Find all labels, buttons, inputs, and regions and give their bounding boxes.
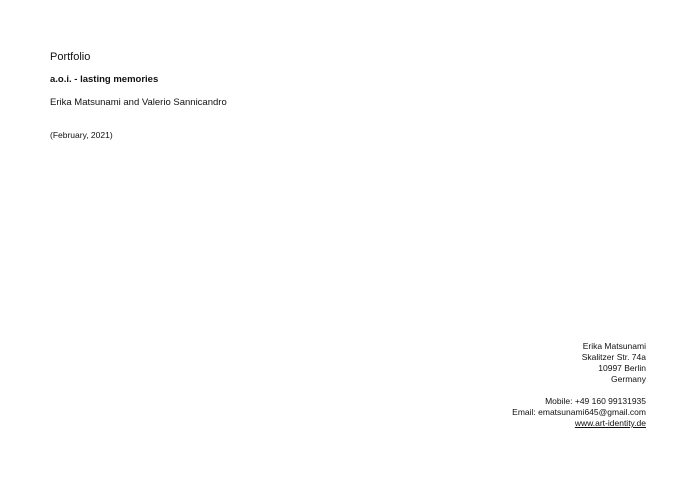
contact-city: 10997 Berlin — [598, 363, 646, 373]
contact-block — [512, 341, 646, 429]
document-title: a.o.i. - lasting memories — [50, 74, 159, 85]
contact-email: Email: ematsunami645@gmail.com — [512, 407, 646, 417]
contact-name: Erika Matsunami — [582, 341, 646, 351]
document-date: (February, 2021) — [50, 130, 113, 140]
document-authors: Erika Matsunami and Valerio Sannicandro — [50, 97, 227, 108]
contact-website-row — [512, 418, 646, 429]
website-link[interactable]: www.art-identity.de — [574, 418, 646, 428]
contact-country: Germany — [611, 374, 646, 384]
contact-street: Skalitzer Str. 74a — [581, 352, 646, 362]
contact-spacer — [512, 385, 646, 396]
contact-mobile: Mobile: +49 160 99131935 — [545, 396, 646, 406]
document-label: Portfolio — [50, 51, 91, 63]
